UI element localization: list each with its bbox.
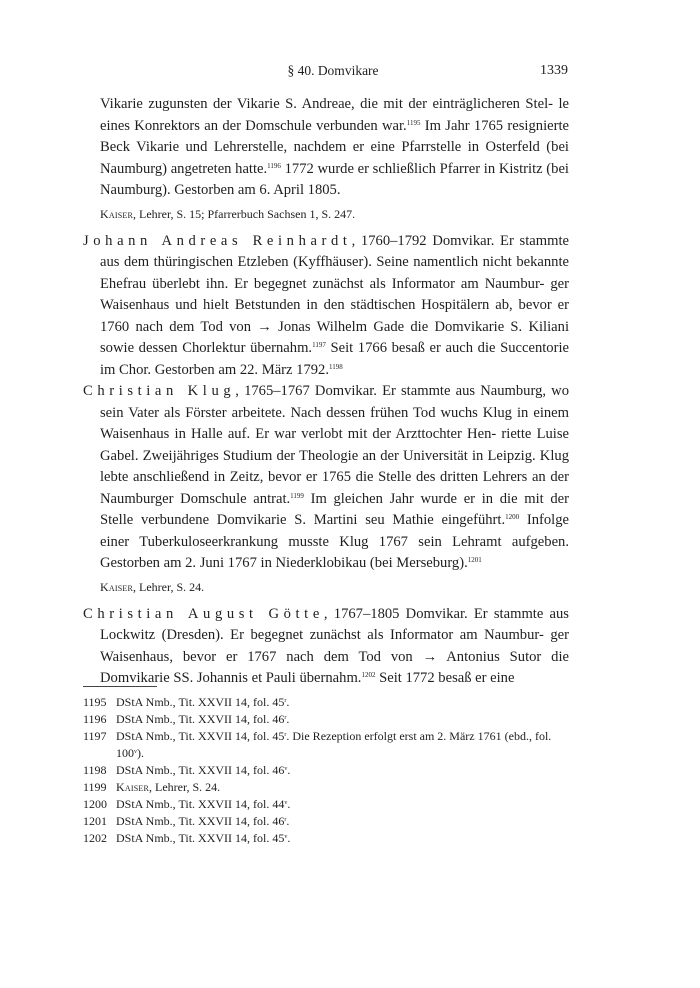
footnote-ref[interactable]: 1198 (329, 362, 343, 371)
footnote-number: 1200 (83, 797, 107, 811)
entry-text: , 1765–1767 Domvikar. Er stammte aus Naumburg, wo sein Vater als Förster arbeitete. Nach dessen frühen Tod wuchs Klug in einem Waisenhaus in Halle auf. Er war verlobt mit der Arzttochter Hen- riette Luise Gabel. Zweijähriges Studium der Theologie an der Universität in Leipzig. Klug lebte anschließend in Zeitz, bevor er 1765 die Stelle des dritten Lehrers an der Naumburger Domschule antrat. (100, 383, 570, 507)
footnote (83, 779, 569, 796)
footnote-number: 1195 (83, 695, 107, 709)
entry-name: Christian August Götte (83, 605, 324, 622)
footnote (83, 728, 569, 762)
entry-text: 1772 wurde er schließlich Pfarrer in Kistritz (bei Naumburg). Gestorben am 6. April 1805. (100, 160, 569, 198)
footnote (83, 813, 569, 830)
footnote-number: 1197 (83, 729, 107, 743)
footnote-ref[interactable]: 1195 (406, 118, 421, 127)
footnote-number: 1201 (83, 814, 107, 828)
footnote-ref[interactable]: 1196 (267, 161, 281, 170)
footnote-text: DStA Nmb., Tit. XXVII 14, fol. 45$^r$. Die Rezeption erfolgt erst am 2. März 1761 (ebd., fol. 100$^v$). (116, 729, 552, 760)
footnotes (83, 694, 569, 847)
footnote-number: 1198 (83, 763, 107, 777)
literature-author: Kaiser (100, 206, 133, 221)
footnote-ref[interactable]: 1202 (361, 671, 376, 679)
entry-reinhardt (83, 231, 569, 382)
entry-text: Infolge einer Tuberkuloseerkrankung musste Klug 1767 sein Lehramt aufgeben. Gestorben am 2. Juni 1767 in Niederklobikau (bei Merseburg). (100, 512, 569, 571)
literature-text: , Lehrer, S. 24. (132, 579, 205, 594)
running-header (100, 63, 566, 83)
footnote-number: 1196 (83, 712, 107, 726)
footnote (83, 762, 569, 779)
literature-author: Kaiser (100, 579, 133, 594)
entry-text: , 1767–1805 Domvikar. Er stammte aus Lockwitz (Dresden). Er begegnet zunächst als Informator am Naumbur- ger Waisenhaus, bevor er 1767 nach dem Tod von → Antonius Sutor die Domvikarie SS. Johannis et Pauli übernahm. (100, 605, 569, 686)
entry-text: Seit 1772 besaß er eine (375, 670, 515, 686)
page-number: 1339 (540, 63, 568, 78)
main-text (83, 94, 569, 690)
entry-text: Im gleichen Jahr wurde er in die mit der Stelle verbundene Domvikarie S. Martini seu Mathie eingeführt. (100, 490, 569, 528)
footnote-text: DStA Nmb., Tit. XXVII 14, fol. 46$^v$. (116, 763, 291, 777)
footnote (83, 830, 569, 847)
footnote-ref[interactable]: 1201 (467, 556, 482, 564)
footnote (83, 711, 569, 728)
literature-note (100, 206, 569, 222)
footnote-number: 1199 (83, 780, 107, 794)
footnote-ref[interactable]: 1197 (312, 341, 326, 349)
footnote-ref[interactable]: 1200 (505, 513, 520, 521)
literature-text: , Lehrer, S. 15; Pfarrerbuch Sachsen 1, S. 247. (132, 206, 356, 221)
entry-text: Im Jahr 1765 resignierte Beck Vikarie und Lehrerstelle, nachdem er eine Pfarrstelle in Osterfeld (bei Naumburg) angetreten hatte. (100, 117, 569, 177)
entry-goette (83, 604, 569, 690)
literature-note (100, 579, 569, 595)
footnote (83, 796, 569, 813)
footnote-text: DStA Nmb., Tit. XXVII 14, fol. 45$^v$. (116, 831, 291, 845)
entry-text: , 1760–1792 Domvikar. Er stammte aus dem thüringischen Etzleben (Kyffhäuser). Seine namentlich nicht bekannte Ehefrau überlebt ihn. Er begegnet zunächst als Informator am Naumbur- ger Waisenhaus und hielt Betstunden in den städtischen Hospitälern ab, bevor er 1760 nach dem Tod von → Jonas Wilhelm Gade die Domvikarie S. Kiliani sowie dessen Chorlektur übernahm. (100, 232, 569, 356)
footnote-number: 1202 (83, 831, 107, 845)
footnote (83, 694, 569, 711)
footnote-text: DStA Nmb., Tit. XXVII 14, fol. 45$^r$. (116, 695, 290, 709)
footnote-divider (83, 686, 157, 687)
footnote-text: DStA Nmb., Tit. XXVII 14, fol. 46$^r$. (116, 814, 290, 828)
entry-name: Johann Andreas Reinhardt (83, 232, 352, 249)
running-title: § 40. Domvikare (287, 63, 379, 78)
entry-name: Christian Klug (83, 383, 236, 399)
entry-klug (83, 381, 569, 575)
footnote-text: DStA Nmb., Tit. XXVII 14, fol. 46$^r$. (116, 712, 290, 726)
footnote-text: Kaiser, Lehrer, S. 24. (116, 780, 221, 794)
entry-text: Seit 1766 besaß er auch die Succentorie im Chor. Gestorben am 22. März 1792. (100, 340, 569, 378)
footnote-text: DStA Nmb., Tit. XXVII 14, fol. 44$^v$. (116, 797, 291, 811)
footnote-ref[interactable]: 1199 (290, 491, 304, 500)
entry-beck-continuation (83, 94, 569, 202)
entry-text: Vikarie zugunsten der Vikarie S. Andreae, die mit der einträglicheren Stel- le eines Konrektors an der Domschule verbunden war. (100, 96, 569, 134)
